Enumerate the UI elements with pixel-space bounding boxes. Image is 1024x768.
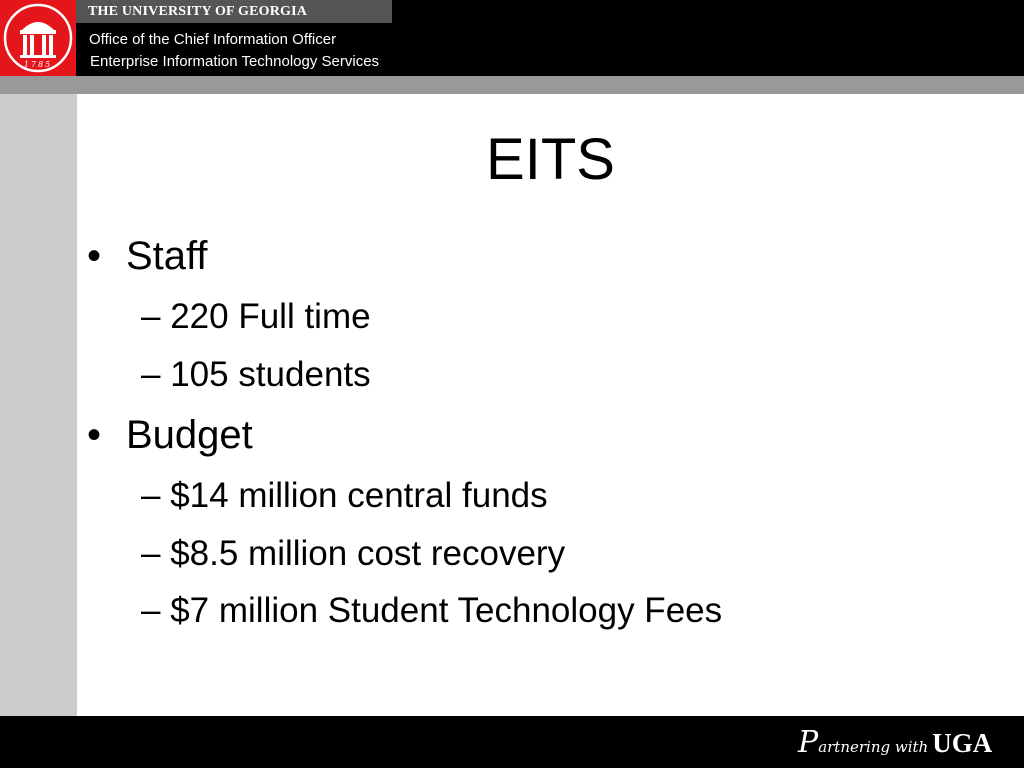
dash-mark: – [141,476,161,515]
uga-logo [0,0,76,76]
header-strip [0,76,1024,94]
sub-bullet-item [141,591,722,631]
tagline-text: artnering with [818,738,929,756]
bullet-text: $7 million Student Technology Fees [170,591,723,630]
bullet-text: Budget [126,413,253,457]
tagline-brand: UGA [932,728,993,758]
left-rail [0,94,77,716]
dash-mark: – [141,591,161,630]
slide-header [0,0,1024,76]
logo-year: 1785 [23,60,53,69]
sub-bullet-item [141,297,371,337]
bullet-text: Staff [126,234,208,278]
bullet-text: $14 million central funds [170,476,548,515]
bullet-text: $8.5 million cost recovery [170,534,566,573]
bullet-mark: • [87,234,102,278]
sub-bullet-item [141,534,565,574]
bullet-text: 105 students [170,355,371,394]
partnering-tagline [798,725,992,760]
office-name: Office of the Chief Information Officer [89,31,337,48]
department-name: Enterprise Information Technology Services [90,53,380,70]
university-name: THE UNIVERSITY OF GEORGIA [88,4,308,19]
dash-mark: – [141,355,161,394]
bullet-text: 220 Full time [170,297,371,336]
slide-title: EITS [486,127,615,192]
sub-bullet-item [141,355,371,395]
dash-mark: – [141,297,161,336]
dash-mark: – [141,534,161,573]
university-bar [76,0,392,23]
arch-icon [0,0,76,76]
sub-bullet-item [141,476,548,516]
tagline-initial: P [798,725,819,760]
bullet-item [87,234,208,279]
bullet-item [87,413,253,458]
bullet-mark: • [87,413,102,457]
